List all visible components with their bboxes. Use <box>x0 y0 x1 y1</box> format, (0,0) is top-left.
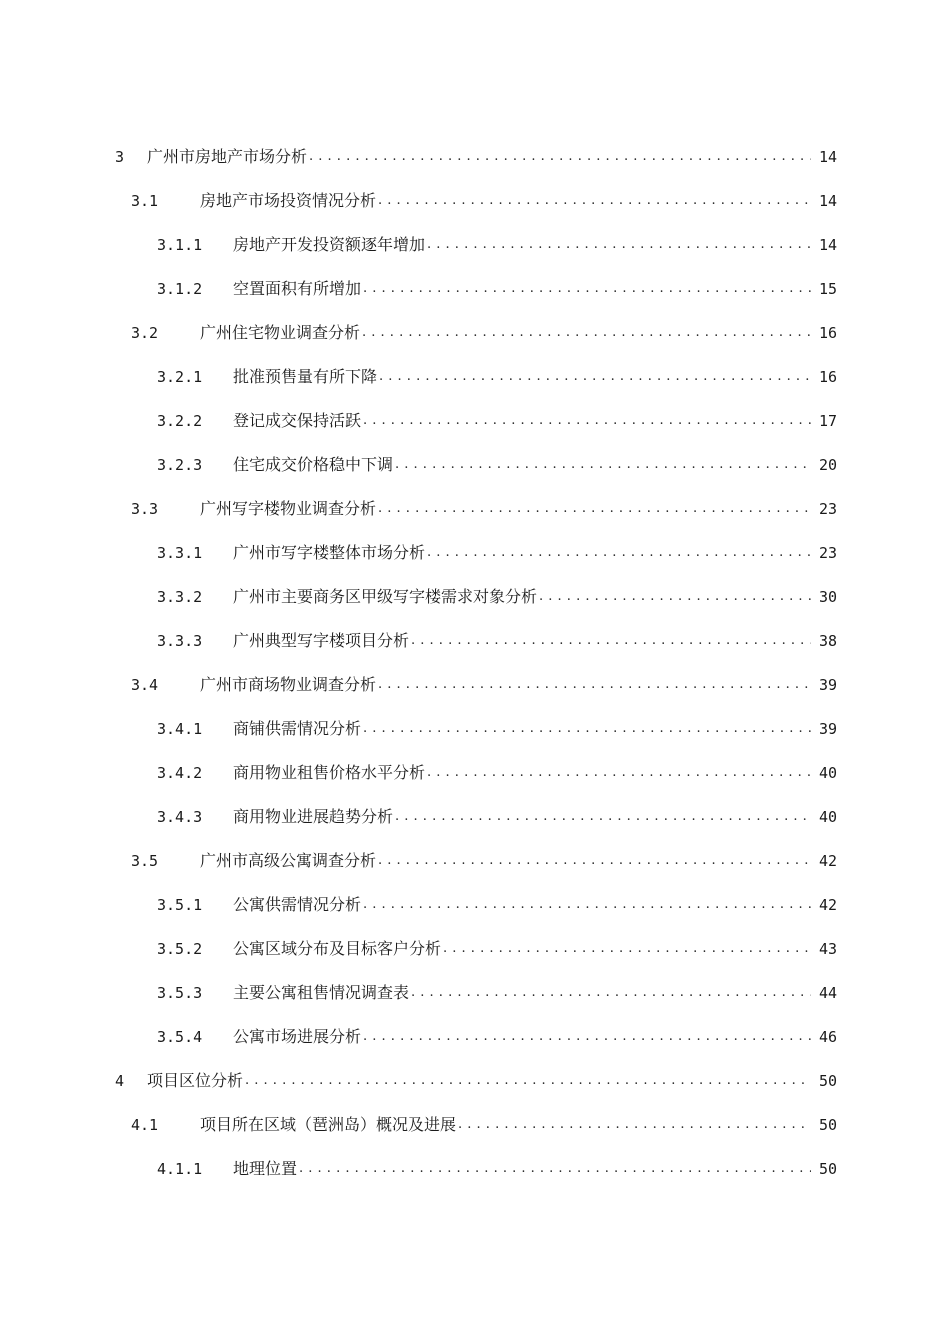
toc-dot-leader <box>363 1015 811 1059</box>
toc-entry-title: 地理位置 <box>233 1147 299 1191</box>
toc-entry-body <box>233 1147 811 1191</box>
toc-entry-body <box>147 135 811 179</box>
toc-entry-title: 房地产市场投资情况分析 <box>200 179 378 223</box>
toc-dot-leader <box>411 971 811 1015</box>
toc-page-number: 15 <box>818 280 837 298</box>
toc-dot-leader <box>378 663 811 707</box>
toc-entry-title: 广州市写字楼整体市场分析 <box>233 531 427 575</box>
toc-entry-body <box>233 971 811 1015</box>
toc-entry-number: 3.1.1 <box>157 236 203 254</box>
toc-page-number: 42 <box>818 852 837 870</box>
toc-entry-number: 3 <box>115 148 125 166</box>
toc-entry-number: 3.1.2 <box>157 280 203 298</box>
toc-entry-number: 3.5 <box>131 852 159 870</box>
toc-dot-leader <box>427 531 811 575</box>
toc-entry-title: 公寓区域分布及目标客户分析 <box>233 927 443 971</box>
toc-page-number: 16 <box>818 368 837 386</box>
toc-dot-leader <box>378 487 811 531</box>
toc-dot-leader <box>363 883 811 927</box>
toc-dot-leader <box>427 751 811 795</box>
toc-dot-leader <box>443 927 811 971</box>
toc-page-number: 42 <box>818 896 837 914</box>
toc-dot-leader <box>309 135 811 179</box>
toc-entry[interactable] <box>0 707 950 751</box>
toc-dot-leader <box>379 355 811 399</box>
toc-entry-body <box>233 399 811 443</box>
toc-entry-title: 商铺供需情况分析 <box>233 707 363 751</box>
toc-entry-number: 3.2.2 <box>157 412 203 430</box>
toc-entry-body <box>233 355 811 399</box>
toc-entry-title: 广州写字楼物业调查分析 <box>200 487 378 531</box>
toc-dot-leader <box>458 1103 811 1147</box>
toc-page-number: 23 <box>818 500 837 518</box>
toc-page-number: 50 <box>818 1072 837 1090</box>
toc-entry-number: 3.5.3 <box>157 984 203 1002</box>
toc-entry[interactable] <box>0 1059 950 1103</box>
toc-entry-title: 批准预售量有所下降 <box>233 355 379 399</box>
toc-dot-leader <box>539 575 811 619</box>
toc-entry-body <box>233 1015 811 1059</box>
toc-dot-leader <box>245 1059 811 1103</box>
toc-page-number: 14 <box>818 236 837 254</box>
toc-entry-body <box>233 619 811 663</box>
toc-dot-leader <box>378 179 811 223</box>
toc-entry[interactable] <box>0 179 950 223</box>
toc-entry-number: 4.1 <box>131 1116 159 1134</box>
toc-entry[interactable] <box>0 135 950 179</box>
toc-entry-body <box>233 795 811 839</box>
toc-entry-number: 3.4.1 <box>157 720 203 738</box>
toc-dot-leader <box>427 223 811 267</box>
toc-page-number: 39 <box>818 676 837 694</box>
toc-entry-body <box>233 575 811 619</box>
toc-dot-leader <box>363 707 811 751</box>
toc-dot-leader <box>363 267 811 311</box>
toc-entry-body <box>233 443 811 487</box>
toc-entry[interactable] <box>0 311 950 355</box>
toc-entry-number: 3.2.1 <box>157 368 203 386</box>
toc-page-number: 46 <box>818 1028 837 1046</box>
toc-entry-title: 公寓市场进展分析 <box>233 1015 363 1059</box>
toc-entry-number: 3.3 <box>131 500 159 518</box>
toc-entry[interactable] <box>0 619 950 663</box>
toc-entry-number: 3.3.3 <box>157 632 203 650</box>
toc-entry-body <box>200 487 811 531</box>
toc-entry[interactable] <box>0 575 950 619</box>
toc-entry[interactable] <box>0 1015 950 1059</box>
toc-entry[interactable] <box>0 223 950 267</box>
toc-entry-body <box>233 531 811 575</box>
toc-entry-number: 3.5.1 <box>157 896 203 914</box>
toc-entry-title: 广州典型写字楼项目分析 <box>233 619 411 663</box>
toc-dot-leader <box>363 399 811 443</box>
toc-entry[interactable] <box>0 927 950 971</box>
toc-dot-leader <box>395 795 811 839</box>
toc-entry-body <box>233 223 811 267</box>
toc-entry-body <box>233 267 811 311</box>
toc-entry-title: 空置面积有所增加 <box>233 267 363 311</box>
toc-entry[interactable] <box>0 443 950 487</box>
toc-entry-title: 广州市商场物业调查分析 <box>200 663 378 707</box>
toc-page-number: 39 <box>818 720 837 738</box>
toc-page-number: 38 <box>818 632 837 650</box>
toc-dot-leader <box>395 443 811 487</box>
toc-entry-title: 主要公寓租售情况调查表 <box>233 971 411 1015</box>
toc-entry-number: 4.1.1 <box>157 1160 203 1178</box>
toc-page-number: 23 <box>818 544 837 562</box>
toc-dot-leader <box>378 839 811 883</box>
toc-entry-body <box>233 707 811 751</box>
toc-entry[interactable] <box>0 487 950 531</box>
toc-entry[interactable] <box>0 531 950 575</box>
toc-entry-number: 4 <box>115 1072 125 1090</box>
toc-entry[interactable] <box>0 795 950 839</box>
toc-entry-number: 3.4.2 <box>157 764 203 782</box>
toc-page-number: 14 <box>818 148 837 166</box>
toc-entry-number: 3.5.2 <box>157 940 203 958</box>
toc-entry-title: 房地产开发投资额逐年增加 <box>233 223 427 267</box>
toc-entry[interactable] <box>0 355 950 399</box>
toc-entry-title: 项目区位分析 <box>147 1059 245 1103</box>
toc-page-number: 50 <box>818 1160 837 1178</box>
toc-page-number: 50 <box>818 1116 837 1134</box>
toc-page-number: 30 <box>818 588 837 606</box>
toc-page-number: 17 <box>818 412 837 430</box>
toc-entry-title: 广州市高级公寓调查分析 <box>200 839 378 883</box>
toc-entry[interactable] <box>0 1103 950 1147</box>
toc-entry[interactable] <box>0 839 950 883</box>
toc-entry-body <box>233 883 811 927</box>
toc-entry-body <box>233 751 811 795</box>
toc-page-number: 44 <box>818 984 837 1002</box>
toc-dot-leader <box>362 311 811 355</box>
toc-dot-leader <box>299 1147 811 1191</box>
toc-page-number: 14 <box>818 192 837 210</box>
toc-entry[interactable] <box>0 971 950 1015</box>
toc-entry-body <box>147 1059 811 1103</box>
toc-entry-title: 住宅成交价格稳中下调 <box>233 443 395 487</box>
toc-entry[interactable] <box>0 663 950 707</box>
toc-entry[interactable] <box>0 399 950 443</box>
toc-entry-body <box>200 663 811 707</box>
toc-entry-number: 3.3.2 <box>157 588 203 606</box>
toc-entry-number: 3.5.4 <box>157 1028 203 1046</box>
toc-entry-number: 3.2.3 <box>157 456 203 474</box>
toc-entry-title: 广州住宅物业调查分析 <box>200 311 362 355</box>
toc-entry-number: 3.4.3 <box>157 808 203 826</box>
toc-entry-number: 3.2 <box>131 324 159 342</box>
toc-entry-number: 3.1 <box>131 192 159 210</box>
toc-page-number: 40 <box>818 808 837 826</box>
toc-entry-title: 广州市主要商务区甲级写字楼需求对象分析 <box>233 575 539 619</box>
toc-entry[interactable] <box>0 267 950 311</box>
toc-entry[interactable] <box>0 883 950 927</box>
toc-entry-title: 广州市房地产市场分析 <box>147 135 309 179</box>
toc-entry-title: 商用物业租售价格水平分析 <box>233 751 427 795</box>
toc-page-number: 16 <box>818 324 837 342</box>
toc-entry-title: 登记成交保持活跃 <box>233 399 363 443</box>
toc-entry-body <box>200 311 811 355</box>
table-of-contents <box>0 135 950 1191</box>
toc-entry-number: 3.3.1 <box>157 544 203 562</box>
toc-entry[interactable] <box>0 751 950 795</box>
toc-dot-leader <box>411 619 811 663</box>
toc-entry-body <box>200 179 811 223</box>
toc-entry-title: 公寓供需情况分析 <box>233 883 363 927</box>
toc-page-number: 20 <box>818 456 837 474</box>
toc-entry-number: 3.4 <box>131 676 159 694</box>
toc-entry-title: 项目所在区域（琶洲岛）概况及进展 <box>200 1103 458 1147</box>
toc-entry-body <box>200 1103 811 1147</box>
toc-entry[interactable] <box>0 1147 950 1191</box>
toc-entry-body <box>233 927 811 971</box>
toc-entry-body <box>200 839 811 883</box>
toc-page-number: 43 <box>818 940 837 958</box>
toc-entry-title: 商用物业进展趋势分析 <box>233 795 395 839</box>
toc-page-number: 40 <box>818 764 837 782</box>
